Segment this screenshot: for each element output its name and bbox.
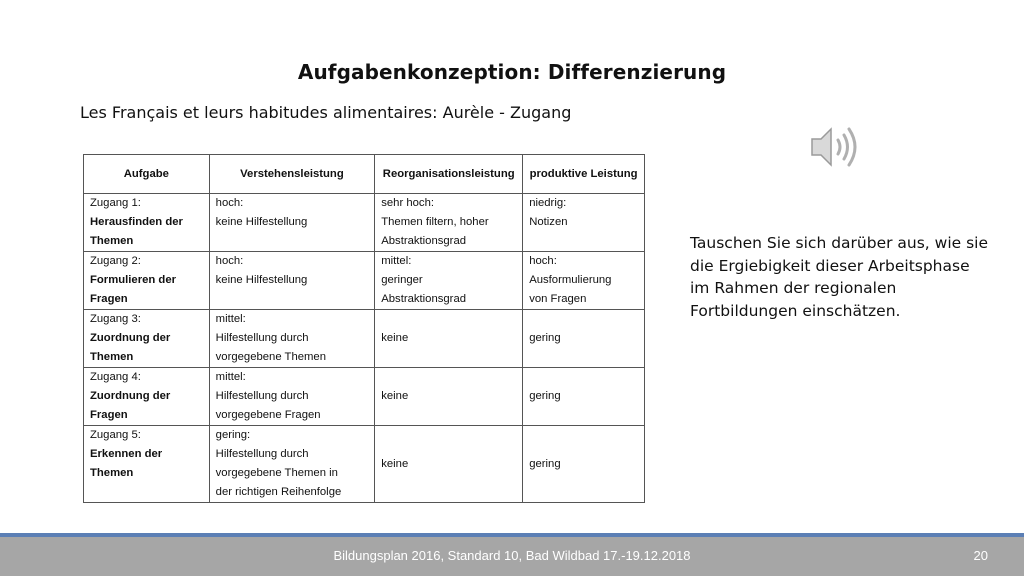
task-name: Zuordnung der Fragen xyxy=(90,390,171,421)
cell-verstehen xyxy=(209,310,375,368)
differentiation-table xyxy=(83,154,645,503)
cell-reorganisation xyxy=(375,194,523,252)
cell-reorganisation: keine xyxy=(375,310,523,368)
cell-line: geringer xyxy=(381,274,423,286)
cell-aufgabe xyxy=(84,310,210,368)
cell-line: keine Hilfestellung xyxy=(215,216,308,228)
header-aufgabe: Aufgabe xyxy=(84,155,210,194)
table-row xyxy=(84,194,645,252)
discussion-prompt: Tauschen Sie sich darüber aus, wie sie die Ergiebigkeit dieser Arbeitsphase im Rahmen der regionalen Fortbildungen einschätzen. xyxy=(690,234,989,320)
cell-aufgabe xyxy=(84,252,210,310)
page-number: 20 xyxy=(973,548,988,563)
zugang-label: Zugang 1: xyxy=(90,197,141,209)
table-row xyxy=(84,252,645,310)
cell-line: Themen filtern, hoher xyxy=(381,216,489,228)
task-name: Zuordnung der Themen xyxy=(90,332,171,363)
slide-subtitle: Les Français et leurs habitudes alimentaires: Aurèle - Zugang xyxy=(80,103,572,122)
cell-line: vorgegebene Fragen xyxy=(215,409,321,421)
cell-line: Abstraktionsgrad xyxy=(381,293,467,305)
cell-line: mittel: xyxy=(215,313,246,325)
cell-reorganisation: keine xyxy=(375,368,523,426)
table-row xyxy=(84,368,645,426)
header-produktive-leistung: produktive Leistung xyxy=(523,155,645,194)
header-reorganisationsleistung: Reorganisationsleistung xyxy=(375,155,523,194)
cell-line: niedrig: xyxy=(529,197,567,209)
task-name: Herausfinden der Themen xyxy=(90,216,183,247)
table-header-row xyxy=(84,155,645,194)
cell-produktiv xyxy=(523,252,645,310)
cell-aufgabe xyxy=(84,426,210,503)
table-row xyxy=(84,310,645,368)
cell-aufgabe xyxy=(84,194,210,252)
cell-line: hoch: xyxy=(215,255,244,267)
cell-line: Hilfestellung durch xyxy=(215,390,309,402)
task-name: Formulieren der Fragen xyxy=(90,274,177,305)
cell-line: Ausformulierung xyxy=(529,274,612,286)
cell-line: vorgegebene Themen xyxy=(215,351,326,363)
speaker-icon[interactable] xyxy=(808,122,864,172)
cell-line: keine Hilfestellung xyxy=(215,274,308,286)
cell-verstehen xyxy=(209,368,375,426)
cell-line: Hilfestellung durch xyxy=(215,448,309,460)
cell-reorganisation xyxy=(375,252,523,310)
cell-reorganisation: keine xyxy=(375,426,523,503)
cell-line: Notizen xyxy=(529,216,568,228)
zugang-label: Zugang 4: xyxy=(90,371,141,383)
cell-line: mittel: xyxy=(215,371,246,383)
cell-line: Abstraktionsgrad xyxy=(381,235,467,247)
task-name: Erkennen der Themen xyxy=(90,448,163,479)
zugang-label: Zugang 3: xyxy=(90,313,141,325)
cell-verstehen xyxy=(209,252,375,310)
cell-line: hoch: xyxy=(215,197,244,209)
cell-verstehen xyxy=(209,194,375,252)
cell-line: hoch: xyxy=(529,255,557,267)
zugang-label: Zugang 2: xyxy=(90,255,141,267)
slide-title: Aufgabenkonzeption: Differenzierung xyxy=(297,60,727,84)
table-row xyxy=(84,426,645,503)
cell-produktiv: gering xyxy=(523,368,645,426)
cell-produktiv xyxy=(523,194,645,252)
zugang-label: Zugang 5: xyxy=(90,429,141,441)
header-verstehensleistung: Verstehensleistung xyxy=(209,155,375,194)
cell-line: gering: xyxy=(215,429,251,441)
cell-verstehen xyxy=(209,426,375,503)
footer-bar xyxy=(0,537,1024,576)
cell-aufgabe xyxy=(84,368,210,426)
cell-produktiv: gering xyxy=(523,310,645,368)
cell-line: vorgegebene Themen in xyxy=(215,467,338,479)
cell-line: mittel: xyxy=(381,255,412,267)
cell-line: von Fragen xyxy=(529,293,587,305)
footer-text: Bildungsplan 2016, Standard 10, Bad Wildbad 17.-19.12.2018 xyxy=(333,548,691,563)
cell-line: der richtigen Reihenfolge xyxy=(215,486,342,498)
cell-produktiv: gering xyxy=(523,426,645,503)
cell-line: sehr hoch: xyxy=(381,197,434,209)
cell-line: Hilfestellung durch xyxy=(215,332,309,344)
